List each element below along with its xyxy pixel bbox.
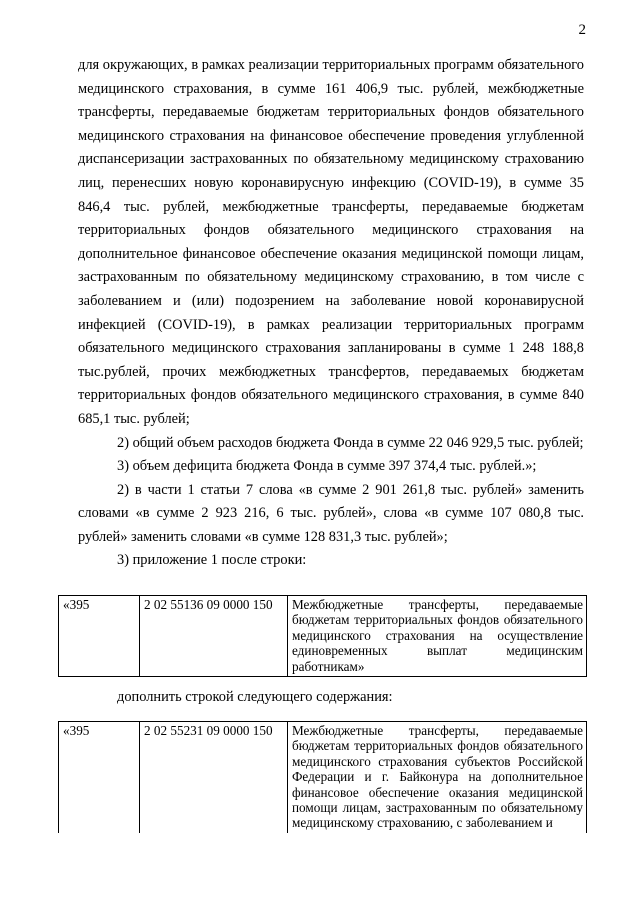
kbk-code-cell: 2 02 55231 09 0000 150 xyxy=(140,722,288,833)
description-cell: Межбюджетные трансферты, передаваемые бюджетам территориальных фондов обязательного медицинского страхования субъектов Российской Федерации и г. Байконура на дополнительное финансовое обеспечение оказания медицинской помощи лицам, застрахованным по обязательному медицинскому страхованию, с заболеванием и xyxy=(288,722,587,833)
table-row xyxy=(59,722,587,833)
paragraph-add-row: дополнить строкой следующего содержания: xyxy=(117,689,393,705)
paragraph-deficit: 3) объем дефицита бюджета Фонда в сумме 397 374,4 тыс. рублей.»; xyxy=(117,458,537,475)
paragraph-article-7: 2) в части 1 статьи 7 слова «в сумме 2 901 261,8 тыс. рублей» заменить словами «в сумме 2 923 216, 6 тыс. рублей», слова «в сумме 107 080,8 тыс. рублей» заменить словами «в сумме 128 831,3 тыс. рублей»; xyxy=(78,481,584,545)
admin-code-cell: «395 xyxy=(59,722,140,833)
paragraph-appendix-intro: 3) приложение 1 после строки: xyxy=(117,552,307,569)
admin-code-cell: «395 xyxy=(59,596,140,677)
kbk-code-cell: 2 02 55136 09 0000 150 xyxy=(140,596,288,677)
budget-code-table-existing xyxy=(58,595,587,677)
paragraph-continuation: для окружающих, в рамках реализации территориальных программ обязательного медицинского страхования, в сумме 161 406,9 тыс. рублей, межбюджетные трансферты, передаваемые бюджетам территориальных фондов обязательного медицинского страхования на финансовое обеспечение проведения углубленной диспансеризации застрахованных по обязательному медицинскому страхованию лиц, перенесших новую коронавирусную инфекцию (COVID-19), в сумме 35 846,4 тыс. рублей, межбюджетные трансферты, передаваемые бюджетам территориальных фондов обязательного медицинского страхования на дополнительное финансовое обеспечение оказания медицинской помощи лицам, застрахованным по обязательному медицинскому страхованию, в том числе с заболеванием и (или) подозрением на заболевание новой коронавирусной инфекцией (COVID-19), в рамках реализации территориальных программ обязательного медицинского страхования запланированы в сумме 1 248 188,8 тыс.рублей, прочих межбюджетных трансфертов, передаваемых бюджетам территориальных фондов обязательного медицинского страхования, в сумме 840 685,1 тыс. рублей; xyxy=(78,57,584,427)
paragraph-expenses: 2) общий объем расходов бюджета Фонда в сумме 22 046 929,5 тыс. рублей; xyxy=(117,434,584,451)
table-row xyxy=(59,596,587,677)
description-cell: Межбюджетные трансферты, передаваемые бюджетам территориальных фондов обязательного медицинского страхования на осуществление единовременных выплат медицинским работникам» xyxy=(288,596,587,677)
page-number: 2 xyxy=(578,22,586,38)
budget-code-table-new xyxy=(58,721,587,833)
document-body xyxy=(78,54,584,573)
